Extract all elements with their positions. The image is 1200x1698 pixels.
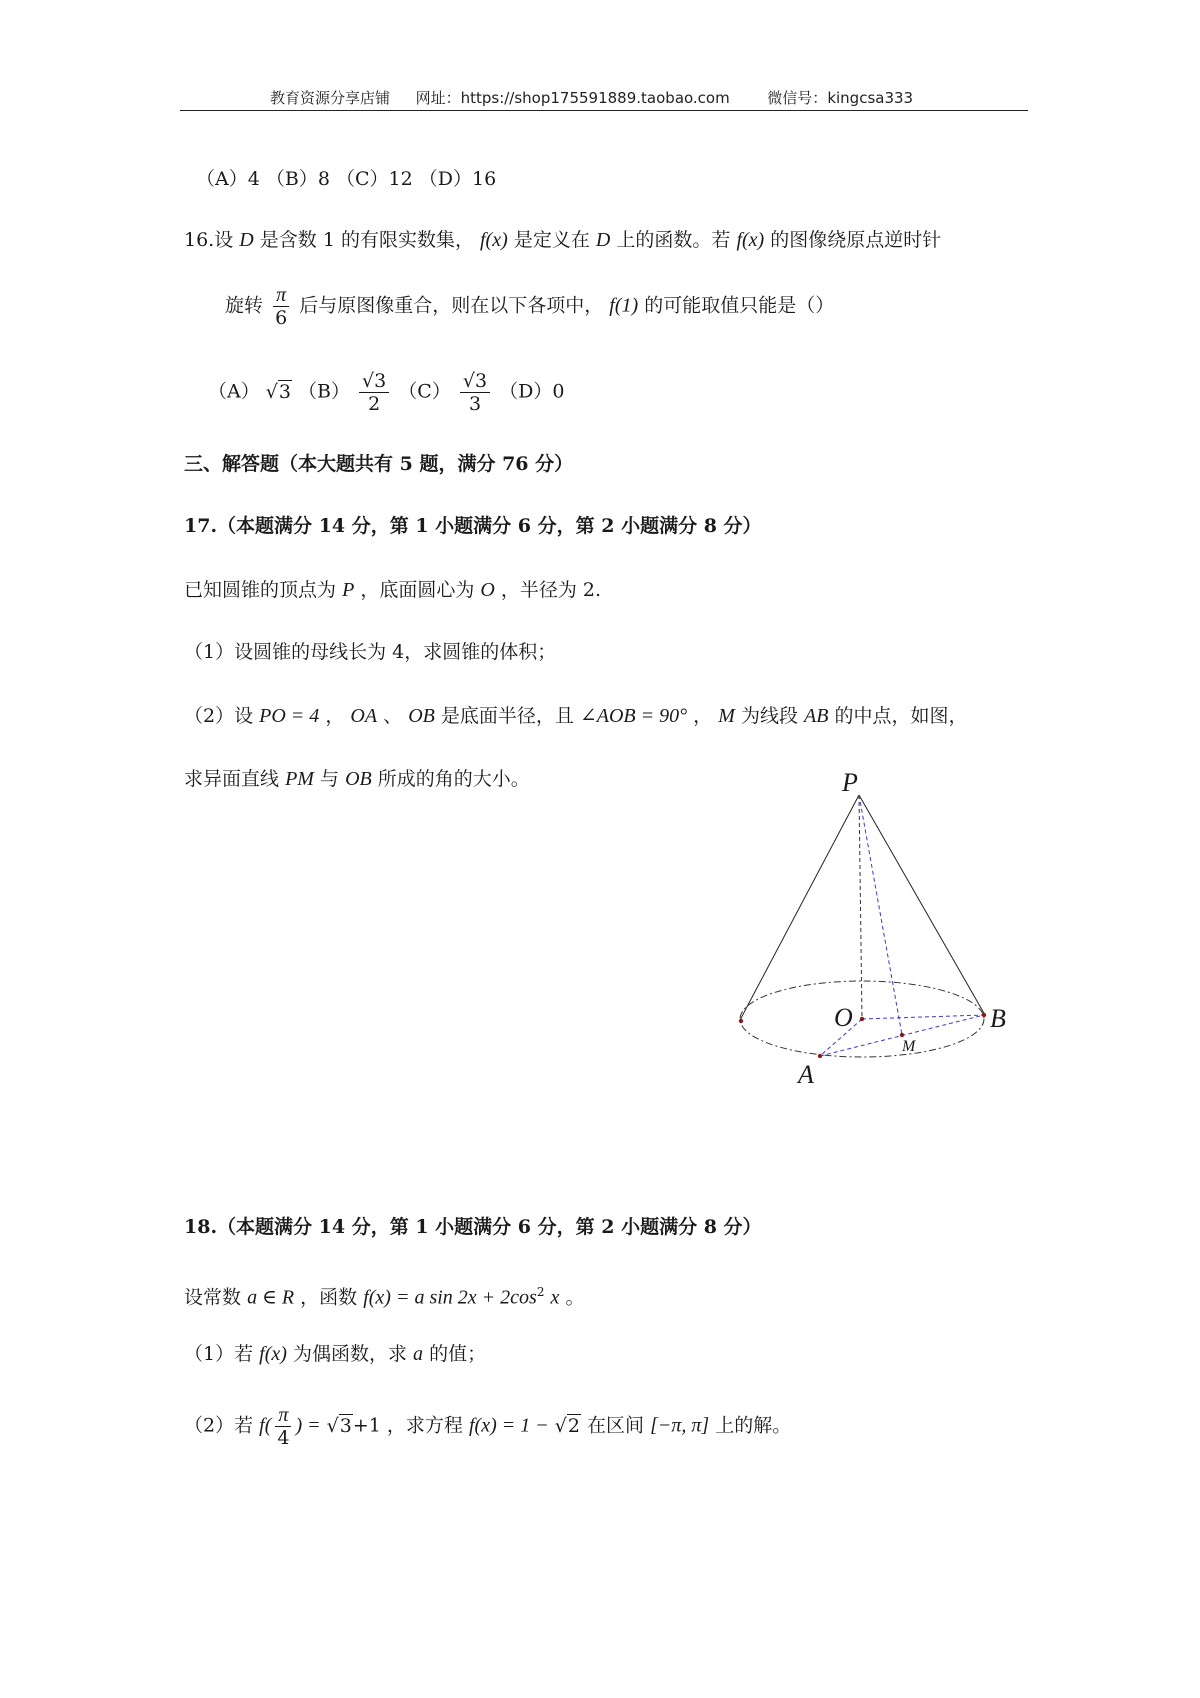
q17-part-2-cont [184, 765, 530, 793]
math-D: D [239, 229, 254, 251]
header-wechat: kingcsa333 [827, 89, 914, 107]
sqrt-3 [266, 378, 292, 406]
q16-number: 16. [184, 229, 215, 251]
sqrt-sign: √ [462, 370, 475, 392]
q17-text: ，底面圆心为 [360, 579, 475, 601]
section-3-heading: 三、解答题（本大题共有 5 题，满分 76 分） [184, 453, 574, 475]
frac-den: 4 [277, 1427, 290, 1449]
q17-text: 所成的角的大小。 [377, 768, 530, 790]
math-OA: OA [350, 705, 378, 727]
q17-text: ， [693, 705, 713, 727]
point-M [900, 1033, 904, 1037]
q16-text: 上的函数。若 [616, 229, 731, 251]
q15-option-b-label: （B） [265, 168, 318, 190]
q17-text: 是底面半径，且 [440, 705, 574, 727]
q16-line-1 [184, 226, 941, 254]
q16-text: 设 [214, 229, 234, 251]
point-left-edge [739, 1019, 743, 1023]
sqrt-2 [555, 1412, 581, 1440]
q17-text: 为线段 [740, 705, 798, 727]
q15-option-a-label: （A） [196, 168, 248, 190]
math-equation: f(x) = 1 − [468, 1414, 549, 1437]
q18-text: 在区间 [587, 1414, 645, 1437]
q18-text: 的值； [429, 1343, 487, 1365]
frac-num: π [273, 284, 289, 307]
label-A: A [798, 1060, 814, 1089]
cone-right-slant [859, 795, 985, 1015]
q18-text: ，函数 [300, 1286, 358, 1309]
q18-part-1 [184, 1340, 486, 1368]
q18-text: （2）若 [184, 1414, 254, 1437]
q16-option-d-label: （D） [499, 380, 553, 403]
q17-stem [184, 576, 601, 604]
q15-option-c: 12 [388, 168, 413, 190]
header-url[interactable]: https://shop175591889.taobao.com [460, 89, 730, 107]
label-M: M [902, 1038, 916, 1055]
q16-option-d-value: 0 [552, 380, 565, 403]
q16-options [208, 370, 564, 415]
frac-den: 2 [368, 393, 381, 415]
math-angle: ∠AOB = 90° [579, 705, 688, 727]
math-superscript: 2 [536, 1285, 545, 1299]
q16-text: 是含数 1 的有限实数集， [259, 229, 474, 251]
q15-options [196, 165, 496, 193]
q15-option-d-label: （D） [418, 168, 472, 190]
q18-text: 设常数 [184, 1286, 242, 1309]
math-M: M [718, 705, 735, 727]
q16-text: 的可能取值只能是（） [644, 294, 835, 317]
q16-text: 旋转 [225, 294, 264, 317]
math-po-eq: PO = 4 [259, 705, 320, 727]
q16-text: 后与原图像重合，则在以下各项中， [299, 294, 604, 317]
q17-title: 17.（本题满分 14 分，第 1 小题满分 6 分，第 2 小题满分 8 分） [184, 515, 762, 537]
q17-text: 已知圆锥的顶点为 [184, 579, 337, 601]
frac-num [460, 370, 490, 393]
math-D: D [595, 229, 611, 251]
math-f-open: f( [259, 1414, 272, 1437]
sqrt-3 [327, 1412, 353, 1440]
sqrt-sign: √ [326, 1414, 339, 1437]
fraction-sqrt3-over-2 [359, 370, 389, 415]
math-x: x [550, 1286, 560, 1309]
q17-text: 的中点，如图， [834, 705, 968, 727]
q17-part-2 [184, 702, 968, 730]
point-B [982, 1013, 986, 1017]
frac-num: π [275, 1404, 291, 1427]
sqrt-sign: √ [554, 1414, 567, 1437]
q18-text: （1）若 [184, 1343, 254, 1365]
q16-option-c-label: （C） [398, 380, 451, 403]
math-function: f(x) = a sin 2x + 2cos [363, 1286, 537, 1309]
q18-part-2 [184, 1404, 791, 1449]
q15-option-a: 4 [247, 168, 260, 190]
sqrt-radicand: 3 [278, 380, 291, 403]
cone-figure [720, 760, 1040, 1100]
q17-text: ，半径为 2. [500, 579, 602, 601]
frac-den: 3 [468, 393, 482, 415]
math-fx: f(x) [259, 1343, 287, 1365]
q16-line-2 [225, 284, 834, 329]
header-bar [270, 87, 913, 108]
math-AB: AB [804, 705, 829, 727]
q15-option-b: 8 [317, 168, 330, 190]
math-fx: f(x) [736, 229, 765, 251]
q17-part-1: （1）设圆锥的母线长为 4，求圆锥的体积； [184, 641, 557, 663]
header-wechat-label: 微信号： [767, 89, 828, 107]
header-rule [180, 110, 1028, 111]
q17-text: 、 [383, 705, 403, 727]
sqrt-sign: √ [265, 380, 278, 403]
q17-text: ， [325, 705, 345, 727]
frac-den: 6 [275, 307, 288, 329]
sqrt-radicand: 2 [567, 1414, 580, 1437]
math-a-in-R: a ∈ R [247, 1286, 295, 1309]
point-A [818, 1054, 822, 1058]
q18-stem [184, 1278, 584, 1311]
q17-text: 与 [320, 768, 340, 790]
math-O: O [480, 579, 495, 601]
math-f1: f(1) [609, 294, 639, 317]
q16-text: 的图像绕原点逆时针 [770, 229, 942, 251]
axis-PO [859, 795, 862, 1019]
math-OB: OB [345, 768, 372, 790]
math-plus-1: +1 [352, 1414, 381, 1437]
sqrt-radicand: 3 [475, 370, 488, 392]
header-shop: 教育资源分享店铺 [270, 89, 391, 107]
label-P: P [842, 768, 858, 797]
math-PM: PM [285, 768, 314, 790]
sqrt-sign: √ [362, 370, 375, 392]
point-O [860, 1017, 864, 1021]
q18-title: 18.（本题满分 14 分，第 1 小题满分 6 分，第 2 小题满分 8 分） [184, 1216, 762, 1238]
math-a: a [413, 1343, 424, 1365]
fraction-pi-over-6 [272, 284, 290, 329]
fraction-sqrt3-over-3 [460, 370, 490, 415]
q18-text: 。 [565, 1286, 585, 1309]
sqrt-radicand: 3 [374, 370, 387, 392]
header-url-label: 网址： [415, 89, 461, 107]
q17-text: 求异面直线 [184, 768, 280, 790]
q16-text: 是定义在 [513, 229, 590, 251]
fraction-pi-over-4 [274, 1404, 292, 1449]
math-f-close: ) = [295, 1414, 321, 1437]
q18-text: 上的解。 [715, 1414, 792, 1437]
math-OB: OB [408, 705, 435, 727]
math-interval: [−π, π] [650, 1414, 710, 1437]
q16-option-b-label: （B） [298, 380, 350, 403]
math-fx: f(x) [480, 229, 508, 251]
q16-option-a-label: （A） [208, 380, 260, 403]
segment-OB [862, 1015, 984, 1019]
label-B: B [990, 1004, 1006, 1033]
q18-text: 为偶函数，求 [292, 1343, 407, 1365]
math-P: P [342, 579, 355, 601]
q15-option-d: 16 [472, 168, 497, 190]
frac-num [359, 370, 389, 393]
label-O: O [834, 1003, 853, 1032]
segment-PM [859, 795, 902, 1035]
q18-text: ，求方程 [386, 1414, 463, 1437]
sqrt-radicand: 3 [339, 1414, 352, 1437]
q15-option-c-label: （C） [335, 168, 389, 190]
q17-text: （2）设 [184, 705, 254, 727]
